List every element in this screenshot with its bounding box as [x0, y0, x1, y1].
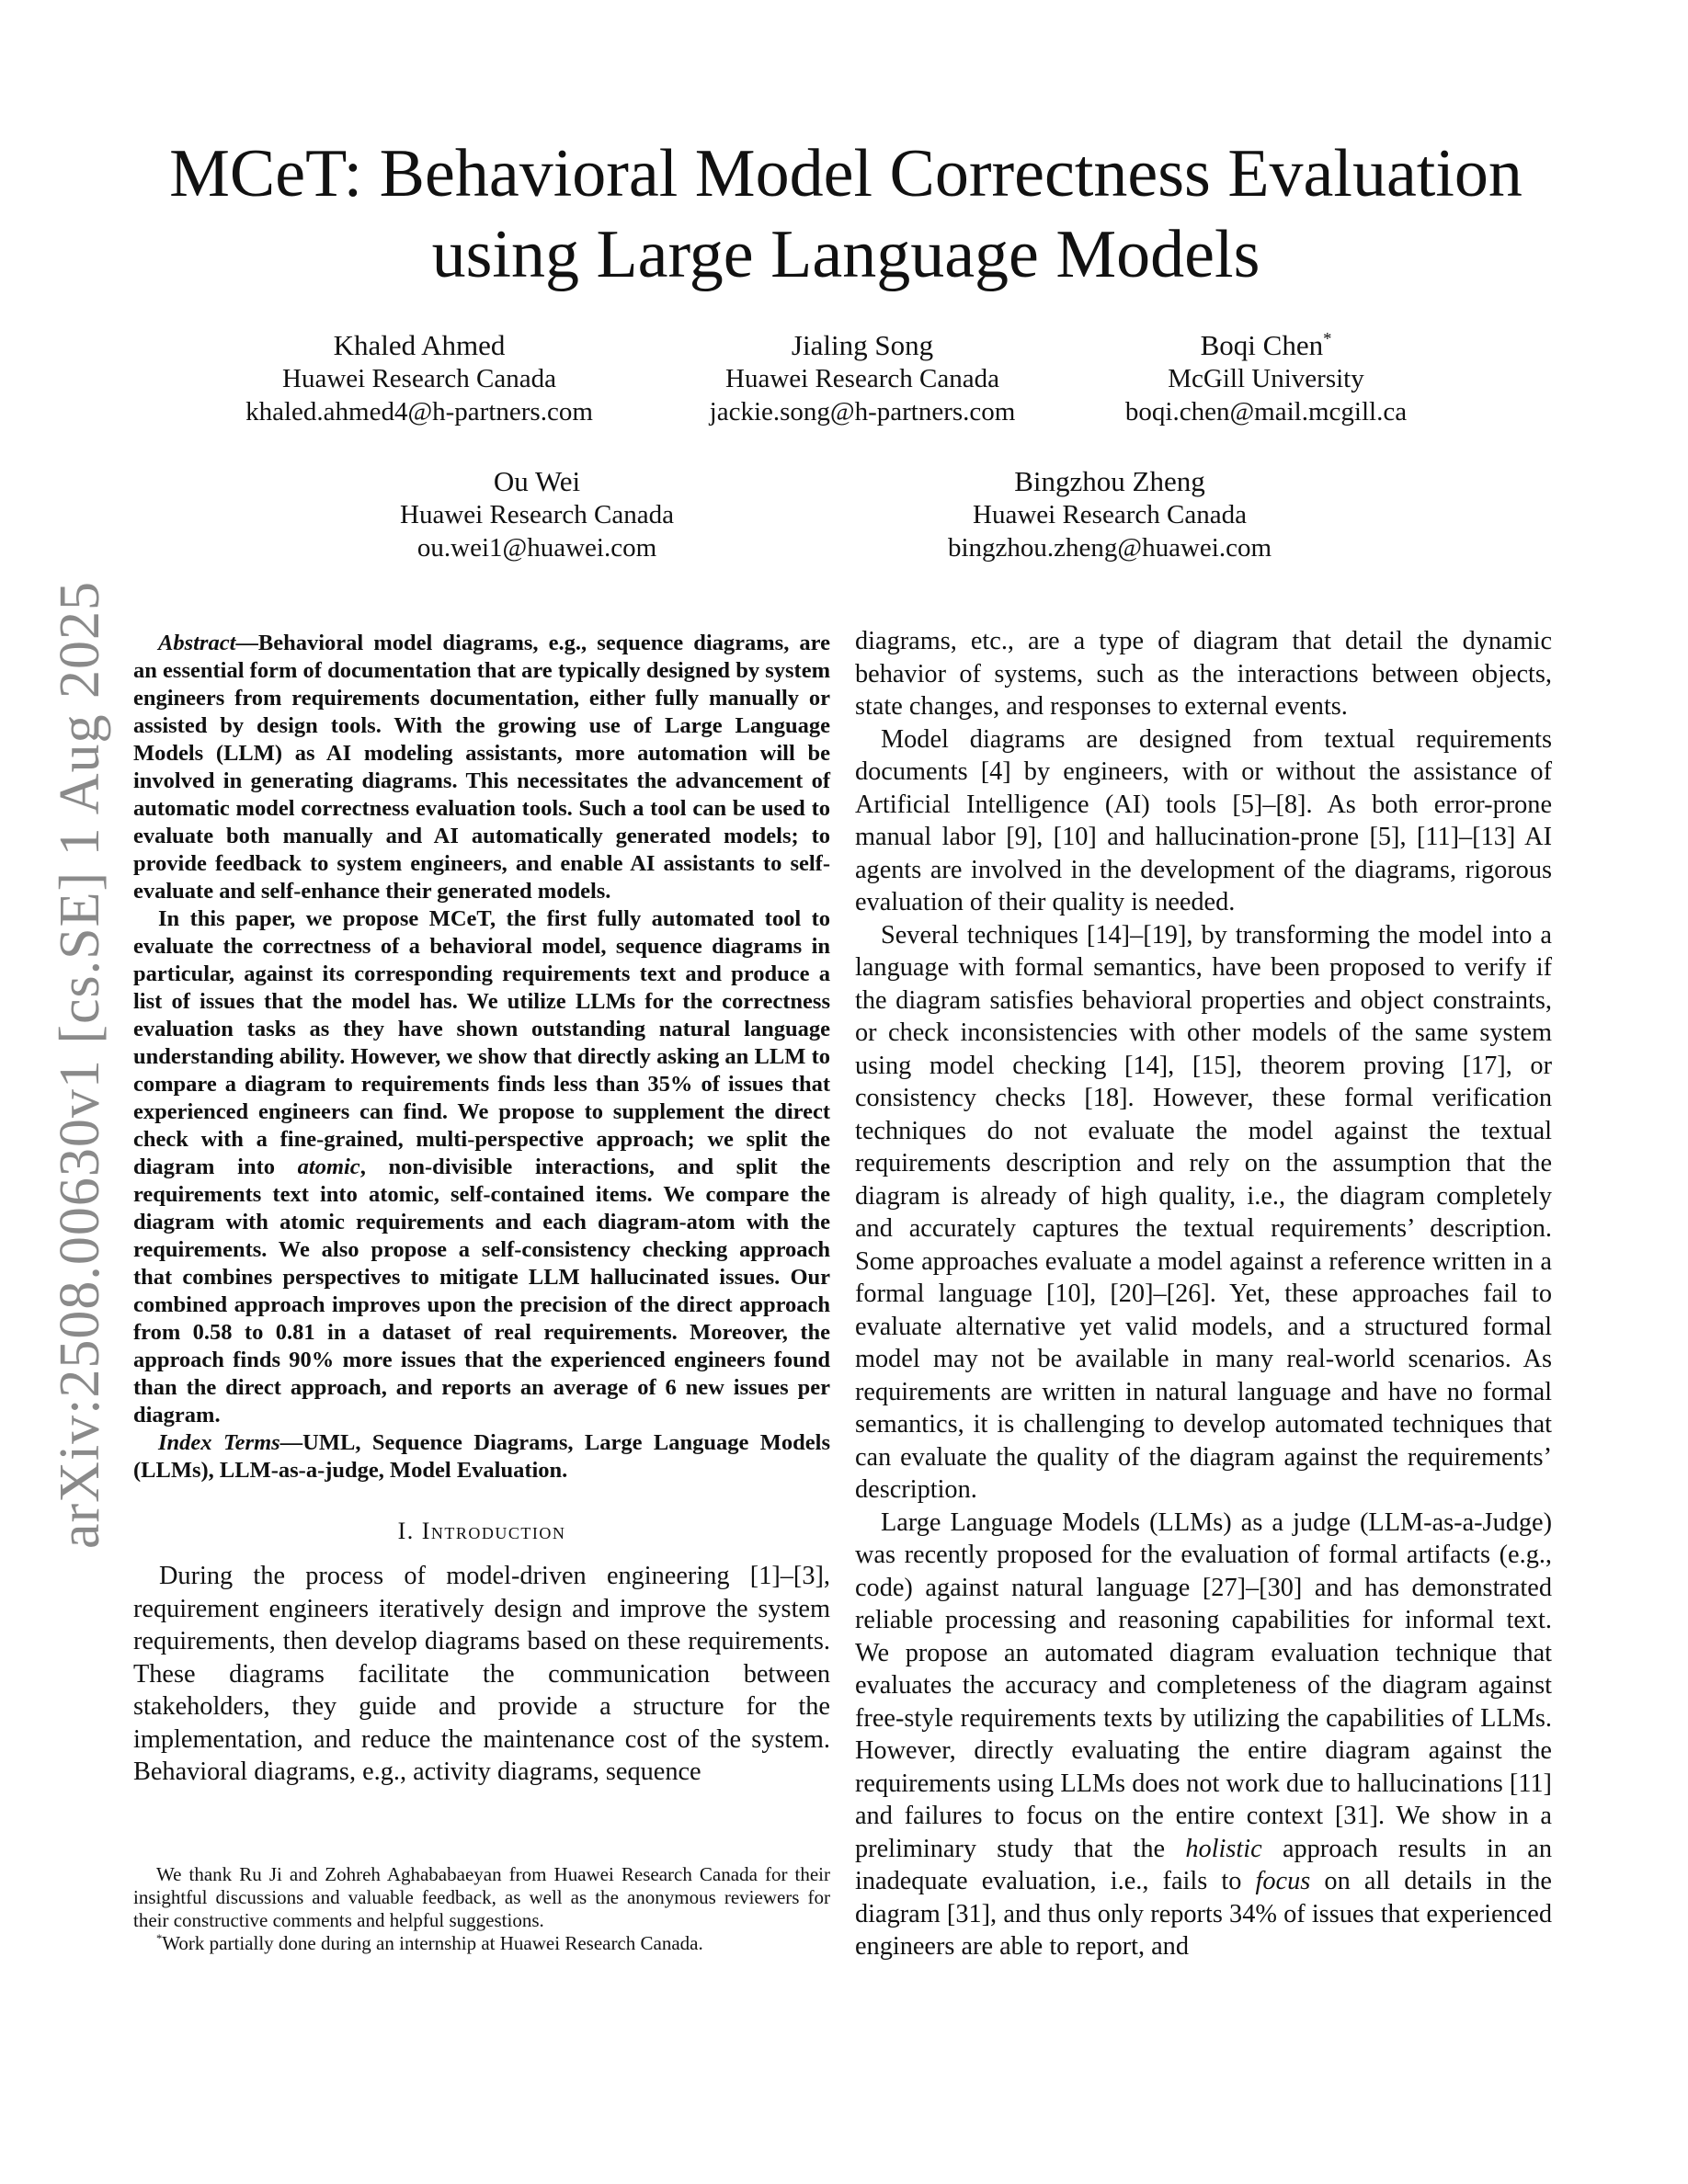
author-email[interactable]: jackie.song@h-partners.com	[709, 397, 1016, 427]
section-heading: I. Introduction	[397, 1518, 566, 1544]
right-column	[855, 625, 1552, 1963]
index-terms-label: Index Terms	[158, 1430, 280, 1455]
footnote-mark: *	[156, 1932, 163, 1945]
author-name: Khaled Ahmed	[333, 329, 506, 361]
author-email[interactable]: ou.wei1@huawei.com	[416, 533, 657, 563]
author-name: Ou Wei	[493, 465, 581, 497]
body-paragraph: During the process of model-driven engineering [1]–[3], requirement engineers iteratively design and improve the system requirements, then develop diagrams based on these requirements. These diagrams facilitate the communication between stakeholders, they guide and provide a structure for the implementation, and reduce the maintenance cost of the system. Behavioral diagrams, e.g., activity diagrams, sequence	[133, 1562, 830, 1786]
title-line-1: MCeT: Behavioral Model Correctness Evaluation	[169, 136, 1523, 211]
author-email[interactable]: boqi.chen@mail.mcgill.ca	[1124, 397, 1408, 427]
author-affiliation: Huawei Research Canada	[400, 500, 674, 529]
body-paragraph: Large Language Models (LLMs) as a judge (LLM-as-a-Judge) was recently proposed for the evaluation of formal artifacts (e.g., code) against natural language [27]–[30] and has demonstrated reliable processing and reasoning capabilities for informal text. We propose an automated diagram evaluation technique that evaluates the accuracy and completeness of the diagram against free-style requirements texts by utilizing the capabilities of LLMs. However, directly evaluating the entire diagram against the requirements using LLMs does not work due to hallucinations [11] and failures to focus on the entire context [31]. We show in a preliminary study that the holistic approach results in an inadequate evaluation, i.e., fails to focus on all details in the diagram [31], and thus only reports 34% of issues that experienced engineers are able to report, and	[855, 1507, 1553, 1961]
left-column	[133, 630, 830, 1789]
index-terms: Index Terms—UML, Sequence Diagrams, Large Language Models (LLMs), LLM-as-a-judge, Model Evaluation.	[133, 1430, 830, 1483]
internship-footnote: *Work partially done during an internship at Huawei Research Canada.	[156, 1932, 703, 1954]
body-paragraph: diagrams, etc., are a type of diagram that detail the dynamic behavior of systems, such as the interactions between objects, state changes, and responses to external events.	[855, 627, 1552, 721]
author-email[interactable]: bingzhou.zheng@huawei.com	[947, 533, 1272, 563]
author-affiliation: Huawei Research Canada	[973, 500, 1247, 529]
body-paragraph: Several techniques [14]–[19], by transforming the model into a language with formal semantics, have been proposed to verify if the diagram satisfies behavioral properties and object constraints, or check inconsistencies with other models of the same system using model checking [14], [15], theorem proving [17], or consistency checks [18]. However, these formal verification techniques do not evaluate the model against the textual requirements description and rely on the assumption that the diagram is already of high quality, i.e., the diagram completely and accurately captures the textual requirements’ description. Some approaches evaluate a model against a reference written in a formal language [10], [20]–[26]. Yet, these approaches fail to evaluate alternative yet valid models, and a structured formal model may not be available in many real-world scenarios. As requirements are written in natural language and have no formal semantics, it is challenging to develop automated techniques that can evaluate the quality of the diagram against the requirements’ description.	[855, 920, 1552, 1504]
paper-title	[120, 133, 1572, 295]
acknowledgement-footnote: We thank Ru Ji and Zohreh Aghababaeyan from Huawei Research Canada for their insightful discussions and valuable feedback, as well as the anonymous reviewers for their constructive comments and helpful suggestions.	[133, 1863, 830, 1931]
author-name: Boqi Chen*	[1200, 329, 1332, 361]
author-block	[307, 465, 767, 564]
intro-text	[133, 1560, 830, 1789]
author-affiliation: McGill University	[1168, 364, 1364, 393]
abstract	[133, 630, 830, 1484]
footnotes	[133, 1863, 830, 1955]
abstract-label: Abstract	[158, 631, 236, 655]
arxiv-identifier: arXiv:2508.00630v1 [cs.SE] 1 Aug 2025	[49, 580, 111, 1549]
author-name: Bingzhou Zheng	[1014, 465, 1205, 497]
abstract-paragraph: In this paper, we propose MCeT, the first fully automated tool to evaluate the correctness of a behavioral model, sequence diagrams in particular, against its corresponding requirements text and produce a list of issues that the model has. We utilize LLMs for the correctness evaluation tasks as they have shown outstanding natural language understanding ability. However, we show that directly asking an LLM to compare a diagram to requirements finds less than 35% of issues that experienced engineers can find. We propose to supplement the direct check with a fine-grained, multi-perspective approach; we split the diagram into atomic, non-divisible interactions, and split the requirements text into atomic, self-contained items. We compare the diagram with atomic requirements and each diagram-atom with the requirements. We also propose a self-consistency checking approach that combines perspectives to mitigate LLM hallucinated issues. Our combined approach improves upon the precision of the direct approach from 0.58 to 0.81 in a dataset of real requirements. Moreover, the approach finds 90% more issues that the experienced engineers found than the direct approach, and reports an average of 6 new issues per diagram.	[133, 906, 830, 1428]
abstract-paragraph: Abstract—Behavioral model diagrams, e.g., sequence diagrams, are an essential form of documentation that are typically designed by system engineers from requirements documentation, either fully manually or assisted by design tools. With the growing use of Large Language Models (LLM) as AI modeling assistants, more automation will be involved in generating diagrams. This necessitates the advancement of automatic model correctness evaluation tools. Such a tool can be used to evaluate both manually and AI automatically generated models; to provide feedback to system engineers, and enable AI assistants to self-evaluate and self-enhance their generated models.	[133, 631, 830, 904]
author-affiliation: Huawei Research Canada	[725, 364, 999, 393]
author-block	[1036, 329, 1496, 428]
author-affiliation: Huawei Research Canada	[282, 364, 556, 393]
author-name: Jialing Song	[791, 329, 934, 361]
author-footnote-mark: *	[1323, 329, 1332, 349]
author-block	[189, 329, 649, 428]
author-email[interactable]: khaled.ahmed4@h-partners.com	[245, 397, 593, 427]
author-block	[633, 329, 1092, 428]
body-paragraph: Model diagrams are designed from textual requirements documents [4] by engineers, with or without the assistance of Artificial Intelligence (AI) tools [5]–[8]. As both error-prone manual labor [9], [10] and hallucination-prone [5], [11]–[13] AI agents are involved in the development of the diagrams, rigorous evaluation of their quality is needed.	[855, 724, 1552, 916]
title-line-2: using Large Language Models	[431, 217, 1260, 292]
author-block	[880, 465, 1340, 564]
